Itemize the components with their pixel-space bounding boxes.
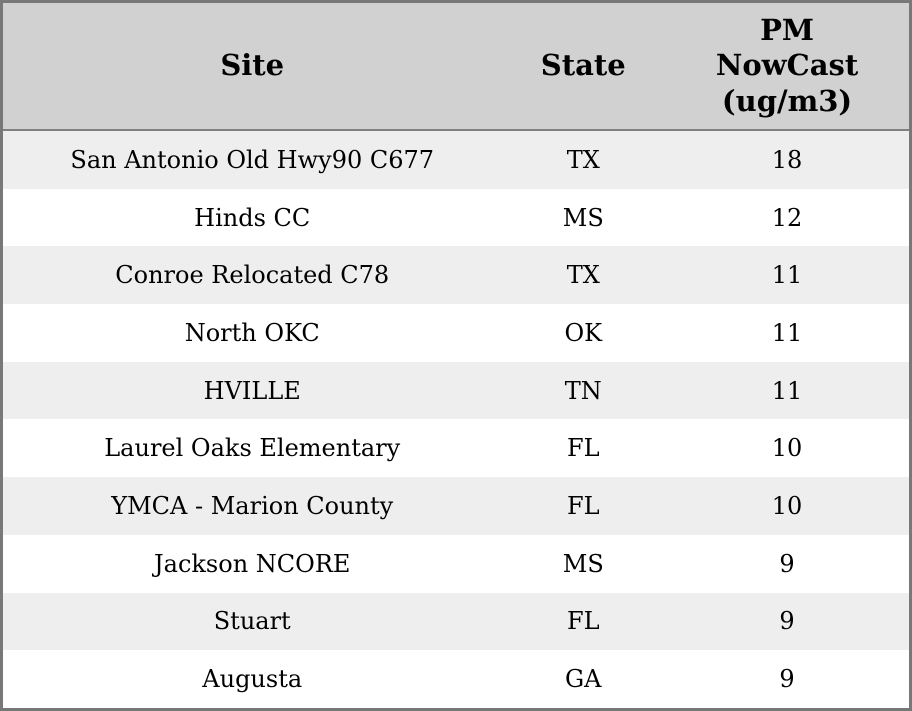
cell-site: HVILLE	[2, 362, 502, 420]
cell-site: Augusta	[2, 650, 502, 709]
cell-pm: 18	[665, 130, 910, 189]
cell-state: FL	[501, 419, 665, 477]
table-row	[2, 593, 911, 651]
table-row	[2, 304, 911, 362]
header-row	[2, 2, 911, 131]
cell-pm: 12	[665, 189, 910, 247]
table-row	[2, 189, 911, 247]
cell-site: YMCA - Marion County	[2, 477, 502, 535]
cell-pm: 10	[665, 419, 910, 477]
table-row	[2, 246, 911, 304]
cell-pm: 11	[665, 246, 910, 304]
cell-pm: 11	[665, 362, 910, 420]
column-header-pm-nowcast-label: PM NowCast (ug/m3)	[715, 12, 859, 118]
table-row	[2, 362, 911, 420]
table-row	[2, 650, 911, 709]
column-header-site-label: Site	[220, 48, 285, 83]
cell-pm: 9	[665, 593, 910, 651]
cell-state: TX	[501, 246, 665, 304]
cell-site: Stuart	[2, 593, 502, 651]
cell-site: Laurel Oaks Elementary	[2, 419, 502, 477]
column-header-state-label: State	[540, 48, 626, 83]
cell-site: San Antonio Old Hwy90 C677	[2, 130, 502, 189]
cell-state: FL	[501, 593, 665, 651]
cell-state: MS	[501, 535, 665, 593]
cell-pm: 9	[665, 535, 910, 593]
table-body	[2, 130, 911, 710]
cell-state: TN	[501, 362, 665, 420]
cell-pm: 10	[665, 477, 910, 535]
table-header	[2, 2, 911, 131]
table-row	[2, 535, 911, 593]
cell-state: OK	[501, 304, 665, 362]
cell-pm: 9	[665, 650, 910, 709]
cell-state: FL	[501, 477, 665, 535]
column-header-state	[501, 2, 665, 131]
cell-state: GA	[501, 650, 665, 709]
cell-state: TX	[501, 130, 665, 189]
cell-pm: 11	[665, 304, 910, 362]
cell-state: MS	[501, 189, 665, 247]
cell-site: North OKC	[2, 304, 502, 362]
cell-site: Jackson NCORE	[2, 535, 502, 593]
column-header-site	[2, 2, 502, 131]
table-row	[2, 419, 911, 477]
cell-site: Conroe Relocated C78	[2, 246, 502, 304]
table-row	[2, 477, 911, 535]
column-header-pm-nowcast	[665, 2, 910, 131]
cell-site: Hinds CC	[2, 189, 502, 247]
table-row	[2, 130, 911, 189]
